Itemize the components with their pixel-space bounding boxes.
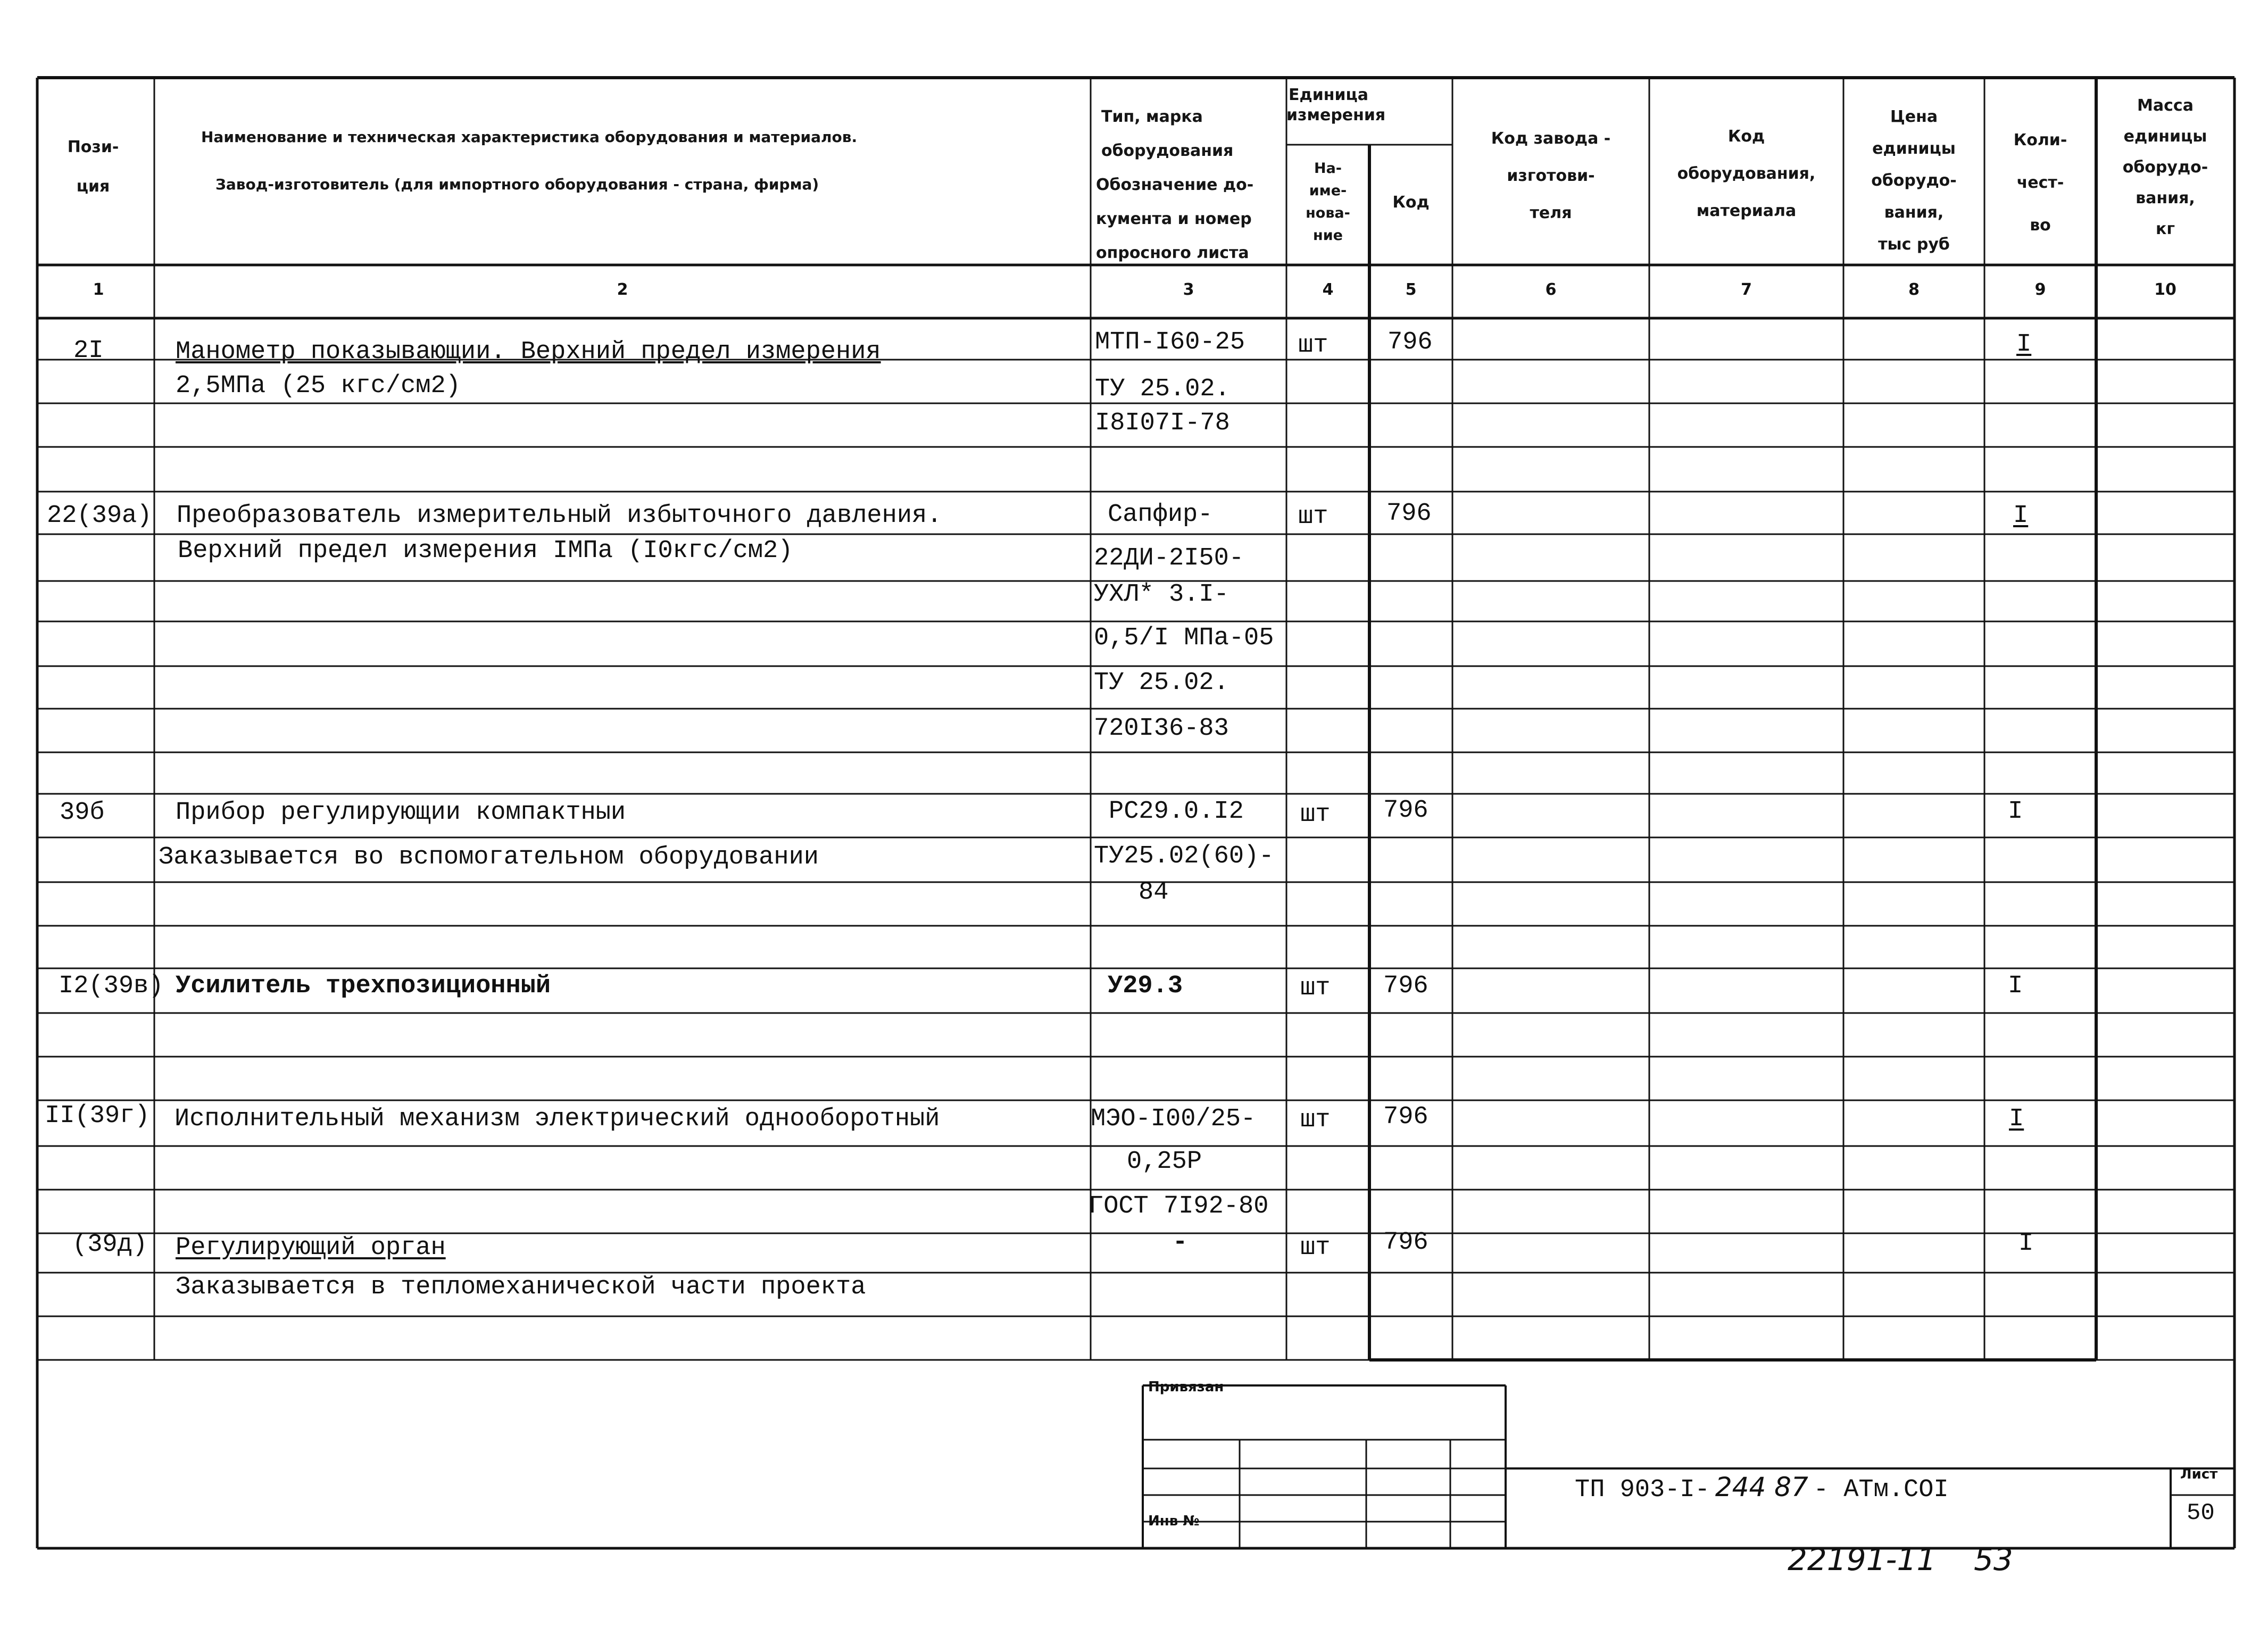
row-22-type-3: УХЛ* 3.I- (1094, 580, 1229, 609)
stamp-doc-code (1575, 1474, 1949, 1503)
row-11-code: 796 (1383, 1103, 1428, 1131)
row-39b-type-3: 84 (1139, 878, 1169, 907)
row-11-unit: шт (1300, 1106, 1331, 1134)
colnum-6: 6 (1545, 280, 1557, 299)
row-39d-type: - (1173, 1228, 1188, 1257)
row-12-unit: шт (1300, 974, 1331, 1002)
stamp-sheet-label: Лист (2180, 1466, 2218, 1482)
row-21-position: 2I (73, 337, 104, 365)
row-22-position: 22(39а) (47, 502, 152, 530)
row-12-type: У29.3 (1108, 972, 1183, 1000)
row-39b-qty: I (2008, 798, 2023, 826)
footer-page-number: 53 (1974, 1541, 2013, 1578)
row-39d-name: Регулирующий орган (176, 1234, 446, 1262)
row-39d-name-2: Заказывается в тепломеханической части проекта (176, 1273, 866, 1301)
row-39d-position: (39д) (72, 1231, 148, 1259)
colnum-10: 10 (2154, 280, 2176, 299)
row-22-type-5: ТУ 25.02. (1094, 669, 1229, 697)
row-39b-position: 39б (60, 799, 105, 827)
row-22-code: 796 (1386, 500, 1432, 528)
row-22-unit: шт (1298, 503, 1328, 531)
header-manufacturer-code: Код завода - изготови- теля (1491, 129, 1611, 222)
row-39d-code: 796 (1383, 1228, 1428, 1257)
colnum-3: 3 (1183, 280, 1194, 299)
row-39b-type-2: ТУ25.02(60)- (1094, 842, 1274, 870)
row-11-name: Исполнительный механизм электрический однооборотный (175, 1105, 940, 1133)
row-12-qty: I (2008, 972, 2023, 1000)
row-12-name: Усилитель трехпозиционный (176, 972, 551, 1000)
stamp-doc-code-prefix: ТП 903-I- (1575, 1476, 1710, 1504)
row-22-qty: I (2013, 502, 2029, 530)
colnum-7: 7 (1741, 280, 1752, 299)
stamp-privyazan: Привязан (1148, 1379, 1224, 1395)
header-type: Тип, марка оборудования Обозначение до- кумента и номер опросного листа (1096, 107, 1254, 262)
row-11-type: МЭО-I00/25- (1091, 1105, 1256, 1133)
row-21-name-2: 2,5МПа (25 кгс/см2) (176, 372, 461, 400)
row-11-type-2: 0,25Р (1127, 1148, 1202, 1176)
colnum-9: 9 (2034, 280, 2046, 299)
row-22-type-2: 22ДИ-2I50- (1094, 544, 1244, 572)
header-equipment-code: Код оборудования, материала (1677, 127, 1816, 220)
stamp-doc-code-handwritten: 244 87 (1715, 1472, 1808, 1503)
colnum-4: 4 (1322, 280, 1334, 299)
row-22-type-4: 0,5/I МПа-05 (1094, 624, 1274, 652)
header-name-line2: Завод-изготовитель (для импортного оборудования - страна, фирма) (215, 176, 819, 193)
header-position: Пози- ция (67, 138, 119, 196)
colnum-8: 8 (1908, 280, 1920, 299)
footer-archive-number: 22191-11 (1788, 1541, 1937, 1578)
header-mass: Масса единицы оборудо- вания, кг (2122, 96, 2208, 238)
row-22-name-2: Верхний предел измерения IМПа (I0кгс/см2) (178, 537, 793, 565)
row-22-type-6: 720I36-83 (1094, 715, 1229, 743)
row-39d-qty: I (2018, 1230, 2034, 1258)
stamp-inv-no: Инв № (1148, 1513, 1200, 1529)
row-22-type: Сапфир- (1108, 501, 1213, 529)
colnum-2: 2 (617, 280, 628, 299)
header-unit-name: На- име- нова- ние (1306, 160, 1350, 244)
row-39b-unit: шт (1300, 801, 1331, 829)
header-name-line1: Наименование и техническая характеристика оборудования и материалов. (201, 128, 858, 146)
row-21-type-3: I8I07I-78 (1095, 409, 1230, 437)
colnum-1: 1 (93, 280, 104, 299)
row-39b-name-2: Заказывается во вспомогательном оборудовании (159, 843, 819, 871)
header-unit-code: Код (1392, 193, 1430, 212)
row-11-position: II(39г) (45, 1102, 150, 1130)
row-21-type-2: ТУ 25.02. (1095, 375, 1230, 403)
row-39b-type: РС29.0.I2 (1109, 798, 1244, 826)
stamp-sheet-number: 50 (2187, 1500, 2215, 1526)
row-39b-code: 796 (1383, 796, 1428, 825)
stamp-doc-code-suffix: - АТм.СОI (1813, 1476, 1949, 1504)
row-21-unit: шт (1298, 331, 1328, 360)
row-12-position: I2(39в) (59, 972, 164, 1000)
row-11-type-3: ГОСТ 7I92-80 (1089, 1192, 1269, 1221)
header-unit-group: Единица измерения (1286, 86, 1386, 124)
row-21-qty: I (2016, 330, 2032, 359)
row-21-name: Манометр показывающии. Верхний предел измерения (176, 338, 881, 366)
row-22-name: Преобразователь измерительный избыточного давления. (177, 502, 942, 530)
row-21-code: 796 (1388, 328, 1433, 356)
row-11-qty: I (2009, 1105, 2024, 1133)
colnum-5: 5 (1405, 280, 1417, 299)
row-12-code: 796 (1383, 972, 1428, 1000)
row-21-type: МТП-I60-25 (1095, 328, 1245, 356)
header-price: Цена единицы оборудо- вания, тыс руб (1871, 107, 1957, 254)
header-quantity: Коли- чест- во (2013, 131, 2067, 235)
row-39d-unit: шт (1300, 1234, 1331, 1262)
row-39b-name: Прибор регулирующии компактныи (176, 799, 626, 827)
